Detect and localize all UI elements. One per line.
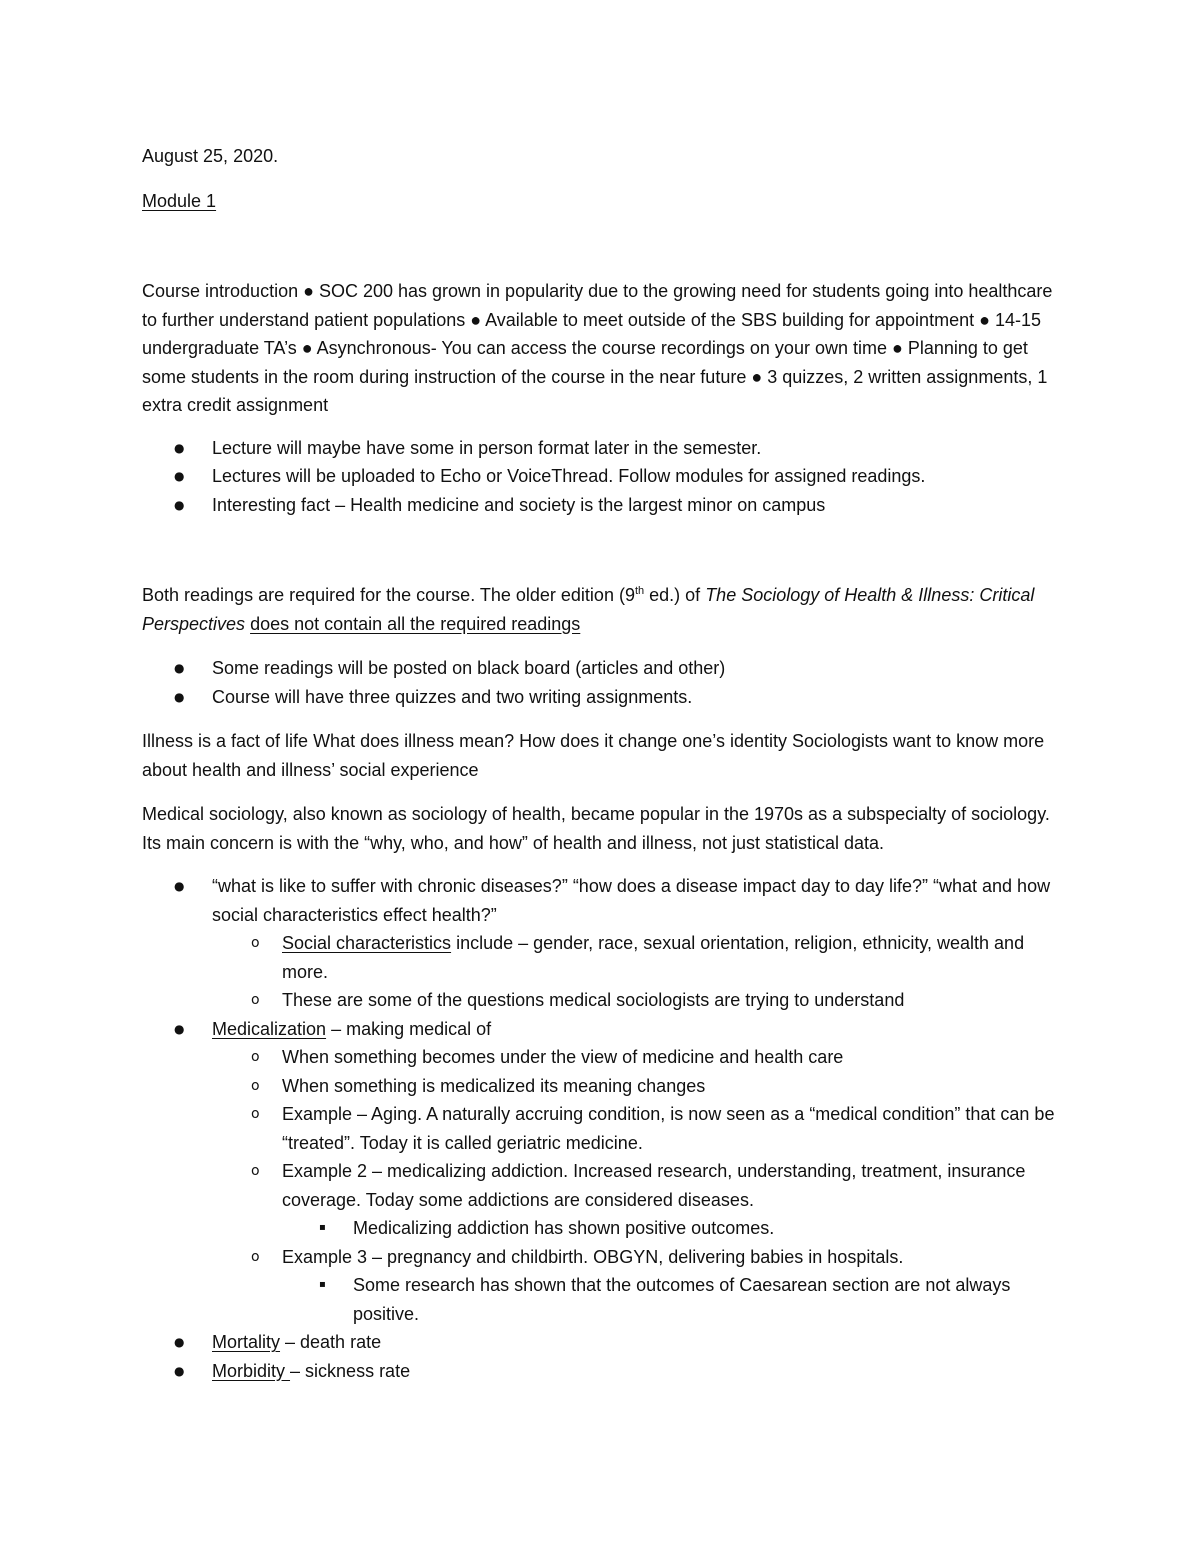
readings-warning: does not contain all the required readings <box>250 613 581 634</box>
sub-sub-item <box>142 1214 1060 1243</box>
list-item-text: Some readings will be posted on black board (articles and other) <box>212 658 726 678</box>
circle-bullet-icon: o <box>251 935 260 951</box>
term-morbidity: Morbidity <box>212 1360 291 1381</box>
bullet-icon: ● <box>174 1363 185 1378</box>
sub-item <box>142 929 1060 986</box>
sub-item <box>142 1157 1060 1214</box>
list-item <box>142 462 1060 491</box>
sub-item-text: Example 2 – medicalizing addiction. Increased research, understanding, treatment, insurance coverage. Today some addictions are considered diseases. <box>282 1161 1026 1210</box>
circle-bullet-icon: o <box>251 1163 260 1179</box>
circle-bullet-icon: o <box>251 1106 260 1122</box>
sub-item-text: Example – Aging. A naturally accruing condition, is now seen as a “medical condition” that can be “treated”. Today it is called geriatric medicine. <box>282 1104 1055 1153</box>
bullet-icon: ● <box>174 1335 185 1349</box>
sub-item-text: These are some of the questions medical sociologists are trying to understand <box>282 990 905 1010</box>
list-item-morbidity <box>142 1357 1060 1386</box>
sub-item-text: include – gender, race, sexual orientation, religion, ethnicity, wealth and more. <box>282 933 1025 982</box>
bullet-icon: ● <box>174 440 185 455</box>
list-item <box>142 683 1060 712</box>
term-mortality: Mortality <box>212 1332 281 1352</box>
readings-text: Both readings are required for the course. The older edition (9 <box>142 585 635 605</box>
sub-item-text: When something becomes under the view of medicine and health care <box>282 1047 844 1067</box>
term-social-characteristics: Social characteristics <box>282 933 452 953</box>
term-medicalization: Medicalization <box>212 1018 327 1039</box>
circle-bullet-icon: o <box>251 1049 260 1065</box>
circle-bullet-icon: o <box>251 992 260 1008</box>
list-item-text: – making medical of <box>326 1018 492 1039</box>
course-introduction-paragraph: Course introduction ● SOC 200 has grown in popularity due to the growing need for students going into healthcare to further understand patient populations ● Available to meet outside of the SBS building for appointment ● 14-15 undergraduate TA’s ● Asynchronous- You can access the course recordings on your own time ● Planning to get some students in the room during instruction of the course in the near future ● 3 quizzes, 2 written assignments, 1 extra credit assignment <box>142 281 1053 415</box>
sub-item <box>142 1100 1060 1157</box>
list-item <box>142 654 1060 683</box>
sub-sub-item <box>142 1271 1060 1328</box>
list-item-text: Course will have three quizzes and two writing assignments. <box>212 686 693 707</box>
medical-sociology-paragraph: Medical sociology, also known as sociology of health, became popular in the 1970s as a subspecialty of sociology. Its main concern is with the “why, who, and how” of health and illness, not just statistical data. <box>142 804 1050 853</box>
date-line: August 25, 2020. <box>142 146 279 166</box>
sub-sub-item-text: Some research has shown that the outcomes of Caesarean section are not always positive. <box>353 1275 1011 1324</box>
list-item-text: – sickness rate <box>290 1360 411 1381</box>
sub-item <box>142 1043 1060 1072</box>
illness-paragraph: Illness is a fact of life What does illness mean? How does it change one’s identity Sociologists want to know more about health and illness’ social experience <box>142 731 1045 780</box>
bullet-icon: ● <box>174 1021 185 1036</box>
list-item-text: Interesting fact – Health medicine and society is the largest minor on campus <box>212 494 826 515</box>
intro-bullet-list <box>142 434 1060 520</box>
list-item-mortality <box>142 1328 1060 1357</box>
sub-item <box>142 1072 1060 1101</box>
bullet-icon: ● <box>174 661 185 675</box>
list-item-medicalization <box>142 1015 1060 1044</box>
square-bullet-icon: ▪ <box>319 1222 326 1233</box>
list-item-questions <box>142 872 1060 929</box>
circle-bullet-icon: o <box>251 1248 260 1265</box>
sub-item-text: When something is medicalized its meaning changes <box>282 1075 706 1096</box>
square-bullet-icon: ▪ <box>319 1279 326 1290</box>
outline-list <box>142 872 1060 1385</box>
readings-bullet-list <box>142 654 1060 711</box>
readings-paragraph <box>142 581 1060 638</box>
bullet-icon: ● <box>174 497 185 512</box>
readings-text: ed.) of <box>644 585 706 605</box>
list-item-text: Lectures will be uploaded to Echo or VoiceThread. Follow modules for assigned readings. <box>212 466 926 486</box>
list-item-text: “what is like to suffer with chronic diseases?” “how does a disease impact day to day life?” “what and how social characteristics effect health?” <box>212 876 1051 925</box>
list-item-text: Lecture will maybe have some in person format later in the semester. <box>212 437 762 458</box>
bullet-icon: ● <box>174 469 185 483</box>
sub-item <box>142 986 1060 1015</box>
circle-bullet-icon: o <box>251 1077 260 1094</box>
sub-item-text: Example 3 – pregnancy and childbirth. OBGYN, delivering babies in hospitals. <box>282 1246 904 1267</box>
list-item-text: – death rate <box>280 1332 382 1352</box>
book-title: The Sociology of Health & Illness: Critical Perspectives <box>142 585 1035 634</box>
sub-item <box>142 1243 1060 1272</box>
edition-superscript: th <box>634 585 645 597</box>
list-item <box>142 434 1060 463</box>
module-title: Module 1 <box>142 191 217 211</box>
bullet-icon: ● <box>174 689 185 704</box>
sub-sub-item-text: Medicalizing addiction has shown positive outcomes. <box>353 1218 775 1238</box>
bullet-icon: ● <box>174 879 185 893</box>
list-item <box>142 491 1060 520</box>
